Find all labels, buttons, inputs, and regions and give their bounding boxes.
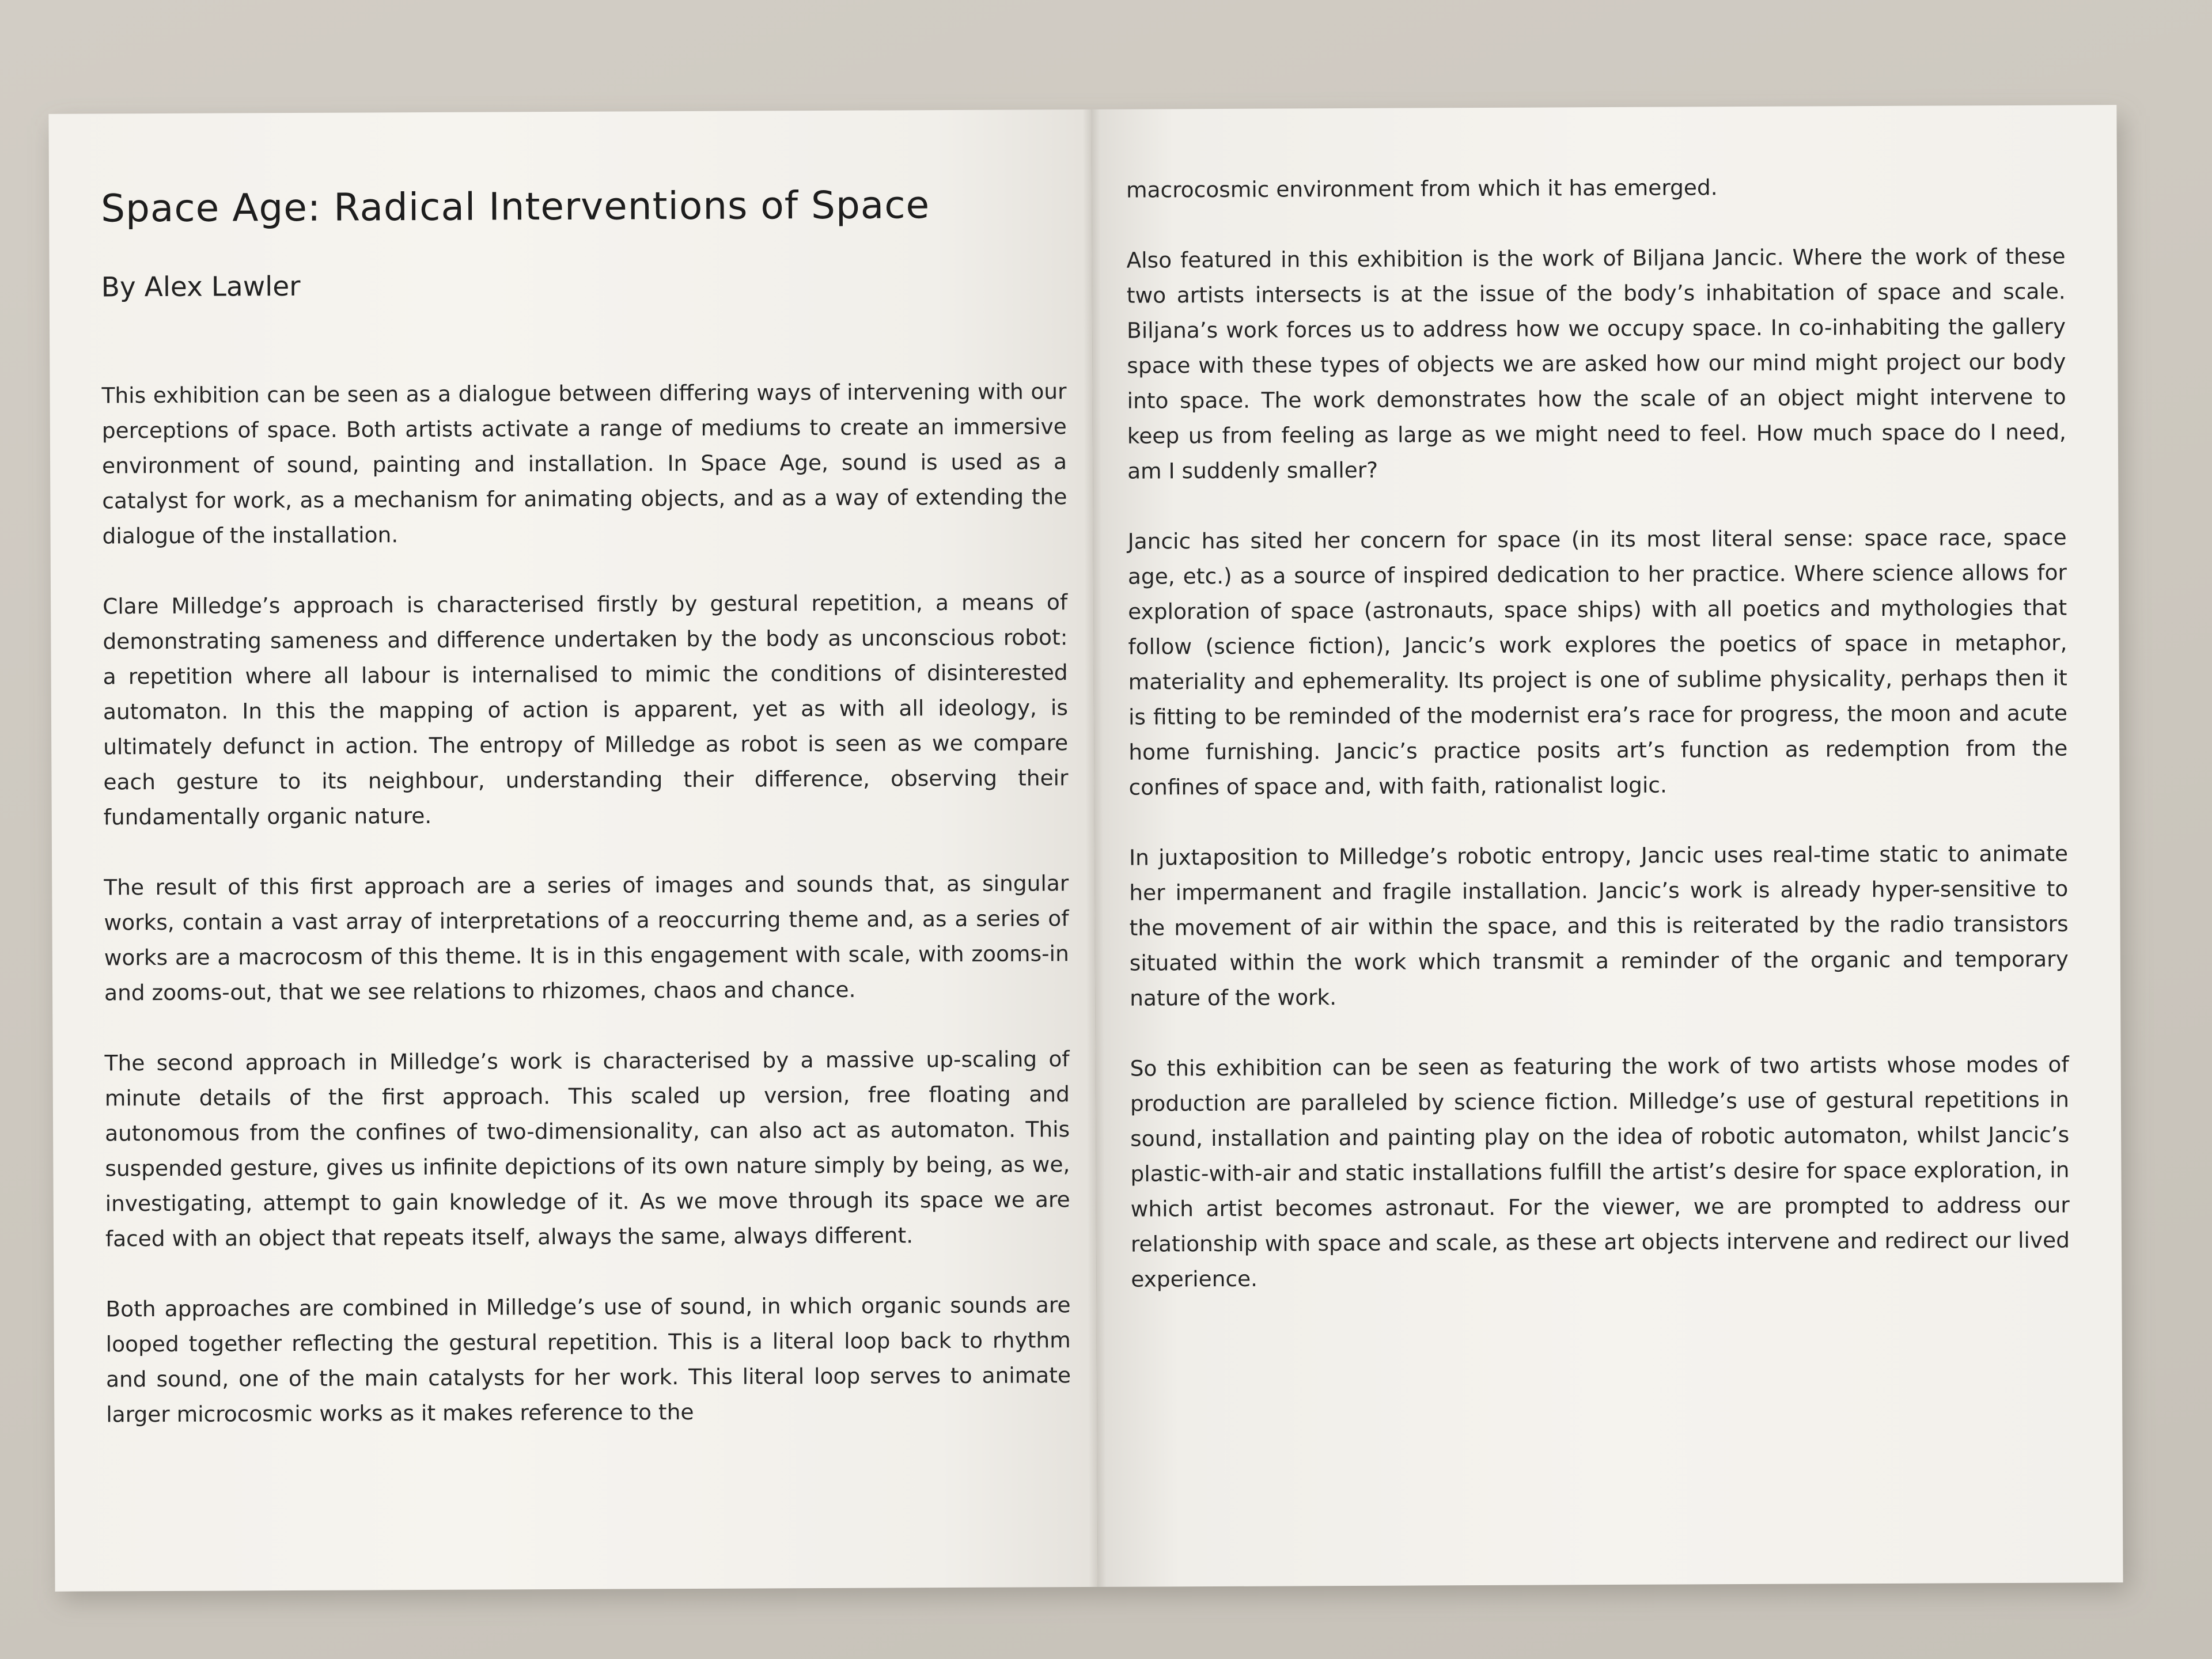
- right-paragraph-3: Jancic has sited her concern for space (in its most literal sense: space race, space age, etc.) as a source of inspired dedication to her practice. Where science allows for exploration of space (astronauts, space ships) with all poetics and mythologies that follow (science fiction), Jancic’s work explores the poetics of space in metaphor, materiality and ephemerality. Its project is one of sublime physicality, perhaps then it is fitting to be reminded of the modernist era’s race for progress, the moon and acute home furnishing. Jancic’s practice posits art’s function as redemption from the confines of space and, with faith, rationalist logic.: [1127, 524, 2068, 800]
- essay-title: Space Age: Radical Interventions of Space: [100, 183, 930, 231]
- left-paragraph-5: Both approaches are combined in Milledge’s use of sound, in which organic sounds are looped together reflecting the gestural repetition. This is a literal loop back to rhythm and sound, one of the main catalysts for her work. This literal loop serves to animate larger microcosmic works as it makes reference to the: [105, 1292, 1071, 1427]
- left-paragraph-3: The result of this first approach are a series of images and sounds that, as singular works, contain a vast array of interpretations of a reoccurring theme and, as a series of works are a macrocosm of this theme. It is in this engagement with scale, with zooms-in and zooms-out, that we see relations to rhizomes, chaos and chance.: [104, 870, 1069, 1006]
- right-paragraph-1: macrocosmic environment from which it has emerged.: [1126, 175, 1718, 203]
- right-paragraph-4: In juxtaposition to Milledge’s robotic entropy, Jancic uses real-time static to animate her impermanent and fragile installation. Jancic’s work is already hyper-sensitive to the movement of air within the space, and this is reiterated by the radio transistors situated within the work which transmit a reminder of the organic and temporary nature of the work.: [1128, 840, 2069, 1011]
- left-paragraph-4: The second approach in Milledge’s work is characterised by a massive up-scaling of minute details of the first approach. This scaled up version, free floating and autonomous from the confines of two-dimensionality, can also act as automaton. This suspended gesture, gives us infinite depictions of its own nature simply by being, as we, investigating, attempt to gain knowledge of it. As we move through its space we are faced with an object that repeats itself, always the same, always different.: [104, 1046, 1070, 1252]
- right-paragraph-2: Also featured in this exhibition is the work of Biljana Jancic. Where the work of these two artists intersects is at the issue of the body’s inhabitation of space and scale. Biljana’s work forces us to address how we occupy space. In co-inhabiting the gallery space with these types of objects we are asked how our mind might project our body into space. The work demonstrates how the scale of an object might intervene to keep us from feeling as large as we might need to feel. How much space do I need, am I suddenly smaller?: [1126, 243, 2066, 484]
- author-byline: By Alex Lawler: [101, 271, 301, 304]
- left-page: [48, 109, 1097, 1592]
- booklet-spread: [48, 105, 2123, 1592]
- right-paragraph-5: So this exhibition can be seen as featuring the work of two artists whose modes of production are paralleled by science fiction. Milledge’s use of gestural repetitions in sound, installation and painting play on the idea of robotic automaton, whilst Jancic’s plastic-with-air and static installations fulfill the artist’s desire for space exploration, in which artist becomes astronaut. For the viewer, we are prompted to address our relationship with space and scale, as these art objects intervene and redirect our lived experience.: [1130, 1051, 2070, 1292]
- left-paragraph-2: Clare Milledge’s approach is characterised firstly by gestural repetition, a means of demonstrating sameness and difference undertaken by the body as unconscious robot: a repetition where all labour is internalised to mimic the conditions of disinterested automaton. In this the mapping of action is apparent, yet as with all ideology, is ultimately defunct in action. The entropy of Milledge as robot is seen as we compare each gesture to its neighbour, understanding their difference, observing their fundamentally organic nature.: [103, 589, 1069, 830]
- left-paragraph-1: This exhibition can be seen as a dialogue between differing ways of intervening with our perceptions of space. Both artists activate a range of mediums to create an immersive environment of sound, painting and installation. In Space Age, sound is used as a catalyst for work, as a mechanism for animating objects, and as a way of extending the dialogue of the installation.: [101, 378, 1067, 549]
- right-page: [1091, 105, 2123, 1587]
